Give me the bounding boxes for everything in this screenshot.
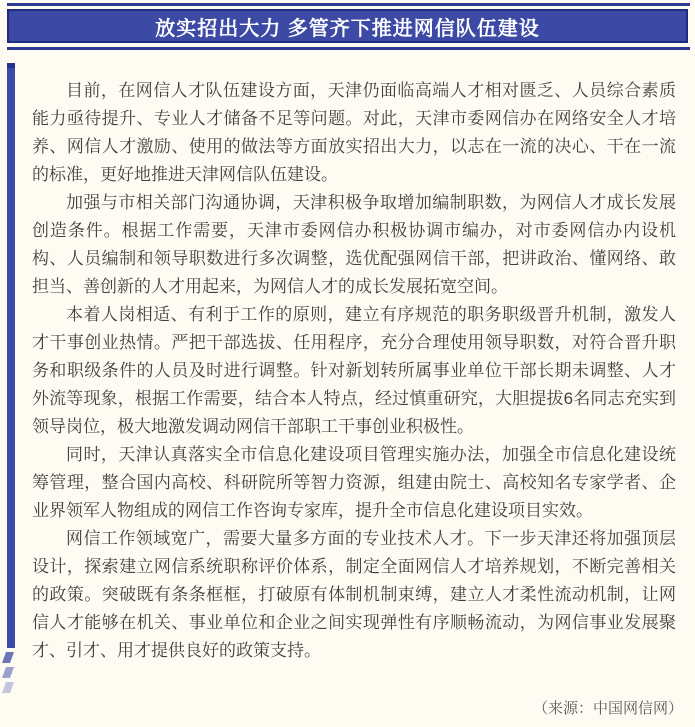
article-body <box>32 77 676 665</box>
paragraph-2: 加强与市相关部门沟通协调，天津积极争取增加编制职数，为网信人才成长发展创造条件。根据工作需要，天津市委网信办积极协调市编办，对市委网信办内设机构、人员编制和领导职数进行多次调整，选优配强网信干部，把讲政治、懂网络、敢担当、善创新的人才用起来，为网信人才的成长发展拓宽空间。 <box>32 193 676 296</box>
paragraph-5: 网信工作领域宽广，需要大量多方面的专业技术人才。下一步天津还将加强顶层设计，探索建立网信系统职称评价体系，制定全面网信人才培养规划，不断完善相关的政策。突破既有条条框框，打破原有体制机制束缚，建立人才柔性流动机制，让网信人才能够在机关、事业单位和企业之间实现弹性有序顺畅流动，为网信事业发展聚才、引才、用才提供良好的政策支持。 <box>32 529 676 660</box>
article-title-banner <box>7 9 688 43</box>
left-accent-bar <box>7 63 15 648</box>
left-accent-bar-cap <box>7 63 15 68</box>
article-title: 放实招出大力 多管齐下推进网信队伍建设 <box>155 17 540 40</box>
top-divider-rule <box>7 3 690 6</box>
banner-bottom-rule <box>7 47 690 50</box>
source-attribution: （来源：中国网信网） <box>532 700 683 717</box>
paragraph-1: 目前，在网信人才队伍建设方面，天津仍面临高端人才相对匮乏、人员综合素质能力亟待提升、专业人才储备不足等问题。对此，天津市委网信办在网络安全人才培养、网信人才激励、使用的做法等方面放实招出大力，以志在一流的决心、干在一流的标准，更好地推进天津网信队伍建设。 <box>32 81 676 184</box>
paragraph-4: 同时，天津认真落实全市信息化建设项目管理实施办法，加强全市信息化建设统筹管理，整合国内高校、科研院所等智力资源，组建由院士、高校知名专家学者、企业界领军人物组成的网信工作咨询专家库，提升全市信息化建设项目实效。 <box>32 445 676 520</box>
accent-fade-stripe-1 <box>2 652 14 663</box>
paragraph-3: 本着人岗相适、有利于工作的原则，建立有序规范的职务职级晋升机制，激发人才干事创业热情。严把干部选拔、任用程序，充分合理使用领导职数，对符合晋升职务和职级条件的人员及时进行调整。针对新划转所属事业单位干部长期未调整、人才外流等现象，根据工作需要，结合本人特点，经过慎重研究，大胆提拔6名同志充实到领导岗位，极大地激发调动网信干部职工干事创业积极性。 <box>32 305 676 436</box>
accent-fade-stripe-3 <box>2 682 14 693</box>
accent-fade-stripe-2 <box>2 667 14 678</box>
